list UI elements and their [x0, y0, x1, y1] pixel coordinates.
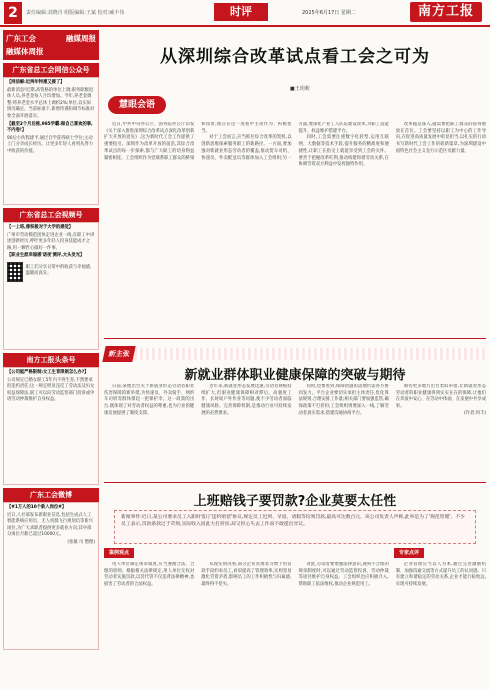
article3-paragraph: 用人单位制定规章制度,应当遵循合法、合理的原则。根据相关法律规定,用人单位无权对劳动者实施罚款,以罚代管不仅违背法律精神,也损害了劳动者的合法权益。: [104, 562, 195, 588]
article2-paragraph: 日前,某地出台关于新就业形态劳动者职业伤害保障的新举措,为快递员、外卖骑手、网约车司机等群体撑起一把保护伞。这一政策的出台,既体现了对劳动者权益的尊重,也为行业的健康发展提供了制度支撑。: [104, 384, 195, 416]
video-subhead: 【一上班,像积极对于大学的感觉】: [7, 225, 74, 230]
article2-paragraph: 近年来,新就业形态发展迅速,劳动者规模持续扩大,但职业健康保障相对滞后。高强度工作、长时间户外作业等问题,使不少劳动者面临健康风险。完善保障机制,是推动行业可持续发展的必然要求。: [201, 384, 292, 416]
toutiao-block-title: 南方工报头条号: [3, 353, 99, 367]
video-text-2: 职工们分享日常中的收获与幸福感,温暖而真实。: [25, 264, 92, 277]
article2-label: 新主张: [102, 346, 135, 362]
wechat-block: [3, 77, 99, 205]
video-text: 广州市劳动模范团体走进企业一线,在职工中讲述创新经历,呼吁更多年轻人投身技能成才之路,用一颗匠心做好一件事。: [7, 232, 95, 251]
banner-stripe: [104, 348, 486, 360]
article3-title: 上班赔钱子要罚款?企业莫要太任性: [193, 494, 397, 509]
editors-line: 责任编辑:刘晓丹 组版编辑:王斌 校对:臧丰伟: [26, 10, 125, 16]
wechat-text: 最新消息!近期,高资格的单位上调;职务职级退休人员,养老金每人月均增加。今年,养老金调整:将养老金水平总体上调约2%;单位,以实际情况确定。当前标准下,新增待遇和调节标准对象全面开展落实。: [7, 87, 95, 119]
article3-paragraph: 对此,劳动者要增强法律意识,遇到不合理的规章制度时,可以通过劳动监察投诉、劳动仲裁等途径维护自身权益。工会组织也应积极介入,帮助职工依法维权,推动企业规范用工。: [298, 562, 389, 588]
video-qr-row: [7, 262, 95, 282]
toutiao-subhead: 【公司能严格限制:女工生育限制怎么办?】: [7, 370, 89, 375]
section-divider: [104, 482, 486, 483]
article2-body: [104, 384, 486, 468]
toutiao-block: [3, 367, 99, 485]
banner-text-b: 融媒周报: [66, 34, 96, 43]
weibo-block: [3, 502, 99, 650]
article3-paragraph: 企业管理应当以人为本,通过完善激励机制、加强沟通交流等方式提升员工的认同感。只有建立和谐稳定的劳动关系,企业才能行稳致远,实现可持续发展。: [395, 562, 486, 588]
article2-paragraph: 期待更多地方出台类似举措,让新就业形态劳动者的职业健康得到实实在在的保障,让他们在奔波中安心、在劳动中体面、在发展中共享成果。: [395, 384, 486, 410]
page-header: [0, 0, 490, 26]
weibo-subhead: 【#1万人的10个新入岗位#】: [7, 505, 67, 510]
article1-body: [104, 122, 486, 334]
news-event-box: 新闻事件:近日,某公司要求员工入职时签订'违约赔偿'协议,规定员工迟到、早退、请假等均须罚款,最高可达数百元。该公司负责人声称,此举是为了'规范管理'。不少员工表示,罚款条款过于苛刻,实际收入因此大打折扣,却又担心失去工作而不敢提出异议。: [114, 510, 476, 544]
article3-paragraph: 从现实情况看,部分企业管理者习惯于用罚款手段约束员工,看似提高了管理效率,实则容易激化劳资矛盾,影响员工的工作积极性与归属感,最终得不偿失。: [201, 562, 292, 588]
article1-paragraph: 近日,中共中央办公厅、国务院办公厅印发《关于深入推进深圳综合改革试点深化改革创新扩大开放的意见》,这为新时代工会工作提供了重要指引。深圳作为改革开放的前沿,其综合改革试点的每一步探索,都与广大职工的切身利益紧密相连。工会组织作为党联系职工群众的桥梁和纽带,理应在这一进程中主动作为、积极担当。: [104, 122, 292, 161]
toutiao-text: 公司规定已婚女职工5年内不得生育,不然要承担违约责任;这一规定明显违反了劳动法及妇女权益保障法,职工可以向劳动监察部门投诉或申请劳动仲裁维护自身权益。: [7, 377, 95, 403]
banner-text-a: 广东工会: [6, 34, 36, 43]
masthead-logo: 南方工报: [410, 2, 482, 22]
header-divider: [0, 25, 490, 27]
article1-paragraph: 改革越是深入,越需要把职工群众的获得感放在首位。工会要坚持以职工为中心的工作导向,在促进高质量发展中彰显担当,以扎实的行动书写新时代工会工作的崭新篇章,为深圳建设中国特色社会主义先行示范区贡献力量。: [395, 122, 486, 154]
weibo-text: 近日,人社部发布新职业信息,包括生成式人工智能系统应用员、无人机群飞行规划员等新兴岗位,为广大求职者提供更多就业方向;其中部分岗位月薪已超过10000元。: [7, 512, 93, 538]
qr-code-icon: [7, 262, 23, 282]
wechat-subhead-2: 【截至2个月后推,985学霸:做自己喜欢的事,不内卷!】: [7, 121, 93, 134]
left-sidebar: [3, 30, 99, 686]
article2-author: (作者:何丰): [464, 410, 486, 416]
article1-badge: 慧眼会语: [108, 96, 166, 114]
article2-paragraph: 同时,也要看到,保障措施的落地仍需各方协同发力。平台企业要切实承担主体责任,优化算法规则,合理安排工作量;相关部门要加强监管,确保政策不打折扣;工会组织则要深入一线,了解劳动者真实需求,搭建沟通协商平台。: [298, 384, 389, 416]
expert-label: 专家点评: [394, 548, 424, 558]
article1-title: 从深圳综合改革试点看工会之可为: [160, 47, 430, 67]
banner-text-c: 融媒体周报: [6, 47, 44, 56]
article2-banner: [104, 342, 486, 366]
main-content: [104, 30, 486, 686]
video-block-title: 广东省总工会视频号: [3, 208, 99, 222]
video-subhead-2: 【职业生涯幸福感'诺夜'测评,大头发光】: [7, 253, 85, 259]
wechat-text-2: 90后小伙程建平,通过自学获得硕士学位;主动上门分享成长经历。让更多年轻人看到从努力中收获的价值。: [7, 135, 93, 154]
section-tag: 时评: [214, 3, 268, 21]
video-block: [3, 222, 99, 350]
sidebar-banner: [3, 30, 99, 60]
issue-date: 2025年6月17日 星期二: [302, 10, 356, 16]
article1-paragraph: 对于工会而言,应当抓住综合改革的契机,以创新思维探索服务职工的新路径。一方面,要加强对新就业形态劳动者的覆盖,推动货车司机、快递员、外卖配送员等群体加入工会组织;另一方面,要深化产业工人队伍建设改革,为职工技能提升、权益维护搭建平台。: [201, 122, 389, 161]
article3-body: [104, 562, 486, 682]
section-divider: [104, 338, 486, 339]
page-number: 2: [4, 2, 22, 24]
article1-paragraph: 同时,工会需要注重数字化转型,运用互联网、大数据等技术手段,提升服务的精准度和便捷性,让职工在指尖上就能享受到工会的关怀。要善于把握改革红利,推动构建和谐劳动关系,在协调劳资双方利益中发挥独特作用。: [298, 135, 389, 168]
article2-title: 新就业群体职业健康保障的突破与期待: [184, 368, 406, 383]
case-label: 案例观点: [104, 548, 134, 558]
weibo-block-title: 广东工会微博: [3, 488, 99, 502]
wechat-subhead: 【网信解:近两年特惠又援了】: [7, 80, 65, 85]
wechat-block-title: 广东省总工会网信公众号: [3, 63, 99, 77]
weibo-footer: (张敏 司 整理): [67, 539, 95, 545]
article1-byline: ■王玥莉: [290, 86, 310, 92]
